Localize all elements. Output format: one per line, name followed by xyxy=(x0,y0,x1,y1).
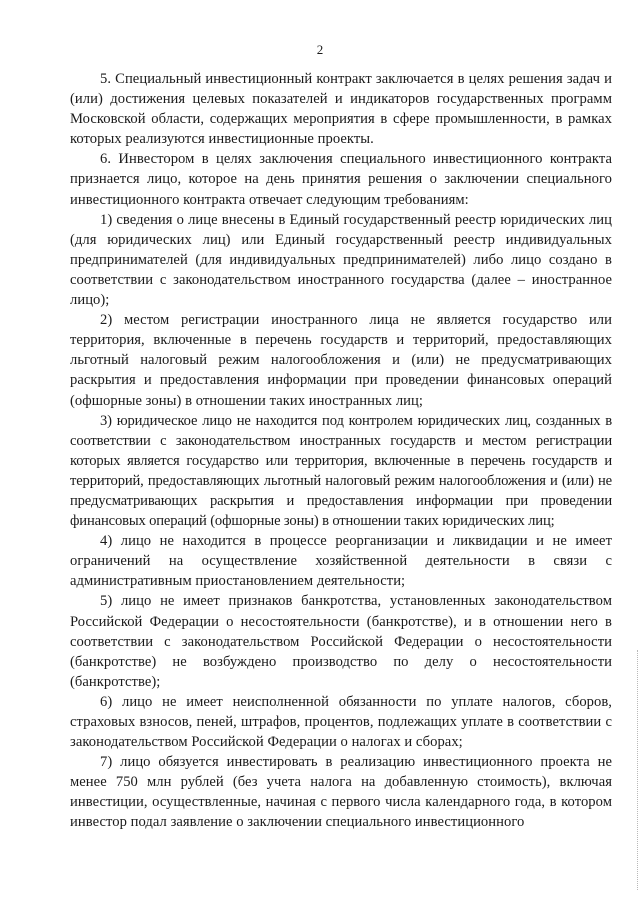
requirement-4: 4) лицо не находится в процессе реорганизации и ликвидации и не имеет ограничений на осуществление хозяйственной деятельности в связи с административным приостановлением деятельности; xyxy=(70,533,612,590)
requirement-3: 3) юридическое лицо не находится под контролем юридических лиц, созданных в соответствии с законодательством иностранных государств и местом регистрации которых является государство или территория, включенные в перечень государств и территорий, предоставляющих льготный налоговый режим налогообложения и (или) не предусматривающих раскрытия и предоставления информации при проведении финансовых операций (офшорные зоны) в отношении таких юридических лиц; xyxy=(70,412,612,530)
paragraph-6: 6. Инвестором в целях заключения специального инвестиционного контракта признается лицо, которое на день принятия решения о заключении специального инвестиционного контракта отвечает следующим требованиям: xyxy=(70,151,612,208)
scan-edge-marks xyxy=(635,650,638,890)
page-number: 2 xyxy=(316,42,324,57)
requirement-7: 7) лицо обязуется инвестировать в реализацию инвестиционного проекта не менее 750 млн рублей (без учета налога на добавленную стоимость), включая инвестиции, осуществленные, начиная с первого числа календарного года, в котором инвестор подал заявление о заключении специального инвестиционного xyxy=(70,754,612,831)
requirement-1: 1) сведения о лице внесены в Единый государственный реестр юридических лиц (для юридических лиц) или Единый государственный реестр индивидуальных предпринимателей (для индивидуальных предпринимателей) либо лицо создано в соответствии с законодательством иностранного государства (далее – иностранное лицо); xyxy=(70,211,612,309)
requirement-6: 6) лицо не имеет неисполненной обязанности по уплате налогов, сборов, страховых взносов, пеней, штрафов, процентов, подлежащих уплате в соответствии с законодательством Российской Федерации о налогах и сборах; xyxy=(70,693,612,751)
requirement-5: 5) лицо не имеет признаков банкротства, установленных законодательством Российской Федерации о несостоятельности (банкротстве), и в отношении него в соответствии с законодательством Российской Федерации о несостоятельности (банкротстве) не возбуждено производство по делу о несостоятельности (банкротстве); xyxy=(70,593,612,690)
document-body xyxy=(70,69,612,833)
paragraph-5: 5. Специальный инвестиционный контракт заключается в целях решения задач и (или) достижения целевых показателей и индикаторов государственных программ Московской области, содержащих мероприятия в сфере промышленности, в рамках которых реализуются инвестиционные проекты. xyxy=(70,71,612,148)
requirement-2: 2) местом регистрации иностранного лица не является государство или территория, включенные в перечень государств и территорий, предоставляющих льготный налоговый режим налогообложения и (или) не предусматривающих раскрытия и предоставления информации при проведении финансовых операций (офшорные зоны) в отношении таких иностранных лиц; xyxy=(70,312,612,409)
